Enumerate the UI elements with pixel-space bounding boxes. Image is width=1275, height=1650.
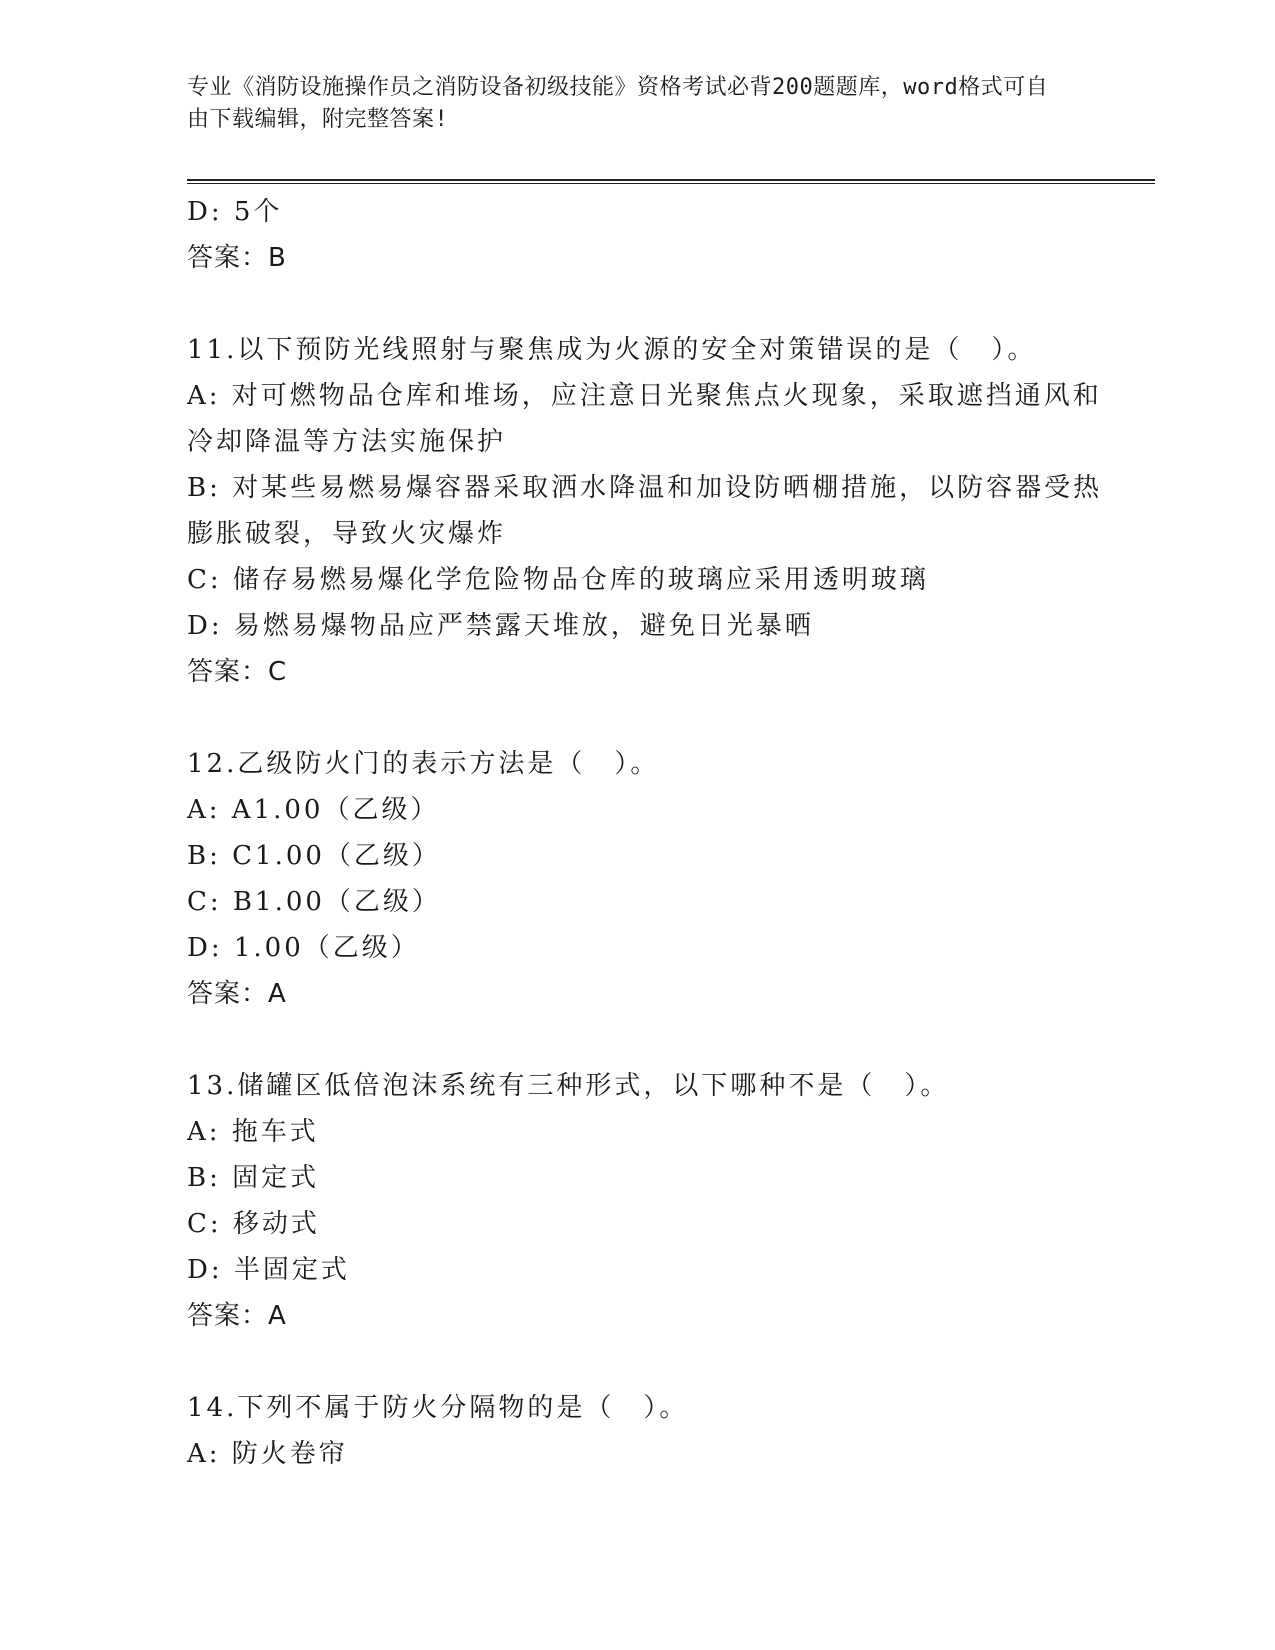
question-13 — [187, 1063, 1107, 1339]
answer: 答案：C — [187, 657, 288, 687]
option-b: B: C1.00（乙级） — [187, 841, 441, 871]
option-a: A: A1.00（乙级） — [187, 795, 440, 825]
option-d: D: 半固定式 — [187, 1255, 350, 1285]
option-b: B: 固定式 — [187, 1163, 320, 1193]
spacer — [187, 281, 1107, 327]
answer: 答案：A — [187, 979, 287, 1009]
option-d: D: 易燃易爆物品应严禁露天堆放，避免日光暴晒 — [187, 611, 814, 641]
spacer — [187, 1339, 1107, 1385]
option-b: B: 对某些易燃易爆容器采取洒水降温和加设防晒棚措施，以防容器受热膨胀破裂，导致火灾爆炸 — [187, 473, 1103, 549]
spacer — [187, 1017, 1107, 1063]
option-a: A: 防火卷帘 — [187, 1439, 348, 1469]
option-a: A: 对可燃物品仓库和堆场，应注意日光聚焦点火现象，采取遮挡通风和冷却降温等方法实施保护 — [187, 381, 1102, 457]
question-14 — [187, 1385, 1107, 1477]
option-c: C: 移动式 — [187, 1209, 320, 1239]
question-list — [187, 189, 1107, 1477]
option-a: A: 拖车式 — [187, 1117, 319, 1147]
option-d: D: 5个 — [187, 197, 283, 227]
question-stem: 11.以下预防光线照射与聚焦成为火源的安全对策错误的是（ ）。 — [187, 335, 1037, 365]
document-title: 专业《消防设施操作员之消防设备初级技能》资格考试必背200题题库，word格式可自由下载编辑，附完整答案! — [187, 75, 1049, 132]
spacer — [187, 695, 1107, 741]
question-stem: 12.乙级防火门的表示方法是（ ）。 — [187, 749, 660, 779]
option-d: D: 1.00（乙级） — [187, 933, 420, 963]
question-stem: 13.储罐区低倍泡沫系统有三种形式，以下哪种不是（ ）。 — [187, 1071, 950, 1101]
answer: 答案：B — [187, 243, 287, 273]
option-c: C: B1.00（乙级） — [187, 887, 441, 917]
question-stem: 14.下列不属于防火分隔物的是（ ）。 — [187, 1393, 689, 1423]
option-c: C: 储存易燃易爆化学危险物品仓库的玻璃应采用透明玻璃 — [187, 565, 929, 595]
header-divider-thin — [187, 183, 1155, 184]
page-header — [187, 72, 1067, 136]
answer: 答案：A — [187, 1301, 287, 1331]
question-12 — [187, 741, 1107, 1017]
question-11 — [187, 327, 1107, 695]
header-divider — [187, 179, 1155, 181]
